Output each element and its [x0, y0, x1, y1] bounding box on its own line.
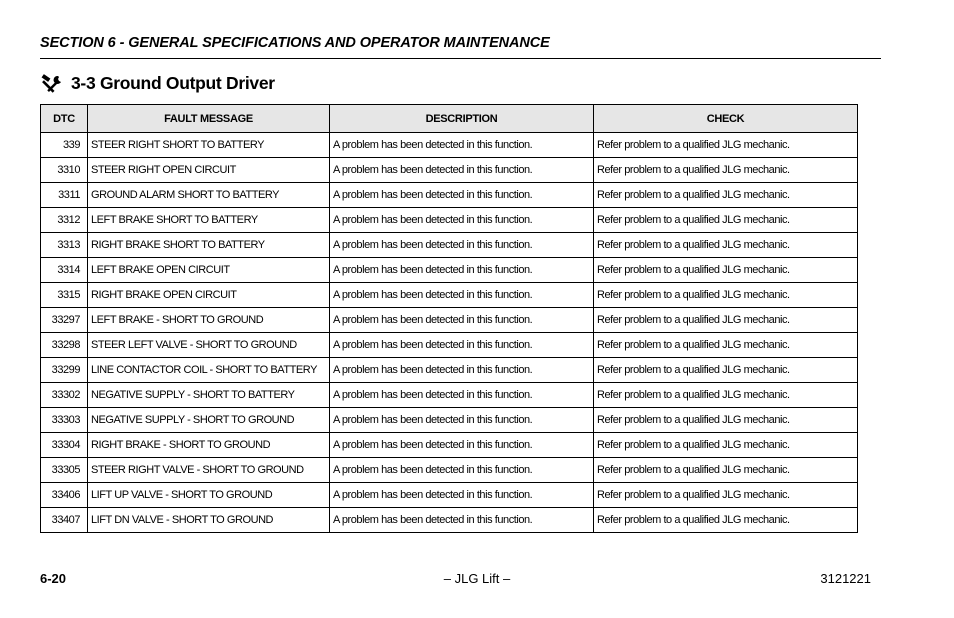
wrench-hammer-icon: [40, 74, 64, 94]
check-cell: Refer problem to a qualified JLG mechanic.: [594, 358, 858, 383]
dtc-code-cell: 33302: [41, 383, 88, 408]
dtc-code-cell: 3310: [41, 158, 88, 183]
description-cell: A problem has been detected in this function.: [330, 158, 594, 183]
fault-message-cell: STEER LEFT VALVE - SHORT TO GROUND: [88, 333, 330, 358]
column-header-dtc: DTC: [41, 105, 88, 133]
description-cell: A problem has been detected in this function.: [330, 483, 594, 508]
fault-message-cell: LINE CONTACTOR COIL - SHORT TO BATTERY: [88, 358, 330, 383]
description-cell: A problem has been detected in this function.: [330, 433, 594, 458]
check-cell: Refer problem to a qualified JLG mechanic.: [594, 133, 858, 158]
dtc-code-cell: 33305: [41, 458, 88, 483]
description-cell: A problem has been detected in this function.: [330, 283, 594, 308]
dtc-code-cell: 33303: [41, 408, 88, 433]
fault-message-cell: STEER RIGHT SHORT TO BATTERY: [88, 133, 330, 158]
dtc-code-cell: 3312: [41, 208, 88, 233]
table-row: [41, 483, 858, 508]
description-cell: A problem has been detected in this function.: [330, 133, 594, 158]
check-cell: Refer problem to a qualified JLG mechanic.: [594, 408, 858, 433]
fault-message-cell: RIGHT BRAKE - SHORT TO GROUND: [88, 433, 330, 458]
table-header-row: [41, 105, 858, 133]
fault-message-cell: LEFT BRAKE - SHORT TO GROUND: [88, 308, 330, 333]
description-cell: A problem has been detected in this function.: [330, 308, 594, 333]
table-row: [41, 408, 858, 433]
description-cell: A problem has been detected in this function.: [330, 508, 594, 533]
check-cell: Refer problem to a qualified JLG mechanic.: [594, 333, 858, 358]
fault-message-cell: NEGATIVE SUPPLY - SHORT TO BATTERY: [88, 383, 330, 408]
dtc-code-cell: 3314: [41, 258, 88, 283]
fault-message-cell: NEGATIVE SUPPLY - SHORT TO GROUND: [88, 408, 330, 433]
check-cell: Refer problem to a qualified JLG mechanic.: [594, 308, 858, 333]
subsection-heading: [40, 73, 275, 94]
description-cell: A problem has been detected in this function.: [330, 383, 594, 408]
description-cell: A problem has been detected in this function.: [330, 258, 594, 283]
description-cell: A problem has been detected in this function.: [330, 458, 594, 483]
fault-message-cell: STEER RIGHT OPEN CIRCUIT: [88, 158, 330, 183]
table-row: [41, 308, 858, 333]
check-cell: Refer problem to a qualified JLG mechanic.: [594, 508, 858, 533]
table-row: [41, 508, 858, 533]
table-row: [41, 183, 858, 208]
check-cell: Refer problem to a qualified JLG mechanic.: [594, 183, 858, 208]
table-row: [41, 258, 858, 283]
table-row: [41, 333, 858, 358]
dtc-code-cell: 33299: [41, 358, 88, 383]
dtc-table: [40, 104, 858, 533]
column-header-description: DESCRIPTION: [330, 105, 594, 133]
table-row: [41, 233, 858, 258]
fault-message-cell: GROUND ALARM SHORT TO BATTERY: [88, 183, 330, 208]
description-cell: A problem has been detected in this function.: [330, 333, 594, 358]
section-header: SECTION 6 - GENERAL SPECIFICATIONS AND OPERATOR MAINTENANCE: [40, 35, 550, 51]
description-cell: A problem has been detected in this function.: [330, 233, 594, 258]
check-cell: Refer problem to a qualified JLG mechanic.: [594, 158, 858, 183]
dtc-code-cell: 33304: [41, 433, 88, 458]
fault-message-cell: LIFT UP VALVE - SHORT TO GROUND: [88, 483, 330, 508]
check-cell: Refer problem to a qualified JLG mechanic.: [594, 233, 858, 258]
description-cell: A problem has been detected in this function.: [330, 408, 594, 433]
check-cell: Refer problem to a qualified JLG mechanic.: [594, 458, 858, 483]
dtc-code-cell: 339: [41, 133, 88, 158]
table-row: [41, 358, 858, 383]
check-cell: Refer problem to a qualified JLG mechanic.: [594, 483, 858, 508]
fault-message-cell: STEER RIGHT VALVE - SHORT TO GROUND: [88, 458, 330, 483]
table-row: [41, 433, 858, 458]
footer-publisher: – JLG Lift –: [443, 571, 511, 586]
description-cell: A problem has been detected in this function.: [330, 358, 594, 383]
check-cell: Refer problem to a qualified JLG mechanic.: [594, 258, 858, 283]
dtc-code-cell: 33407: [41, 508, 88, 533]
table-row: [41, 208, 858, 233]
section-divider: [40, 58, 881, 59]
check-cell: Refer problem to a qualified JLG mechanic.: [594, 383, 858, 408]
column-header-fault-message: FAULT MESSAGE: [88, 105, 330, 133]
dtc-code-cell: 3311: [41, 183, 88, 208]
check-cell: Refer problem to a qualified JLG mechanic.: [594, 433, 858, 458]
column-header-check: CHECK: [594, 105, 858, 133]
check-cell: Refer problem to a qualified JLG mechanic.: [594, 208, 858, 233]
dtc-code-cell: 33297: [41, 308, 88, 333]
dtc-code-cell: 33298: [41, 333, 88, 358]
table-row: [41, 458, 858, 483]
dtc-code-cell: 3313: [41, 233, 88, 258]
fault-message-cell: LEFT BRAKE SHORT TO BATTERY: [88, 208, 330, 233]
fault-message-cell: LIFT DN VALVE - SHORT TO GROUND: [88, 508, 330, 533]
dtc-code-cell: 33406: [41, 483, 88, 508]
fault-message-cell: LEFT BRAKE OPEN CIRCUIT: [88, 258, 330, 283]
check-cell: Refer problem to a qualified JLG mechanic.: [594, 283, 858, 308]
table-row: [41, 383, 858, 408]
table-row: [41, 283, 858, 308]
page-number: 6-20: [40, 571, 67, 586]
document-number: 3121221: [820, 571, 871, 586]
fault-message-cell: RIGHT BRAKE SHORT TO BATTERY: [88, 233, 330, 258]
table-row: [41, 133, 858, 158]
subsection-title: 3-3 Ground Output Driver: [71, 73, 275, 93]
dtc-code-cell: 3315: [41, 283, 88, 308]
description-cell: A problem has been detected in this function.: [330, 208, 594, 233]
fault-message-cell: RIGHT BRAKE OPEN CIRCUIT: [88, 283, 330, 308]
table-row: [41, 158, 858, 183]
description-cell: A problem has been detected in this function.: [330, 183, 594, 208]
